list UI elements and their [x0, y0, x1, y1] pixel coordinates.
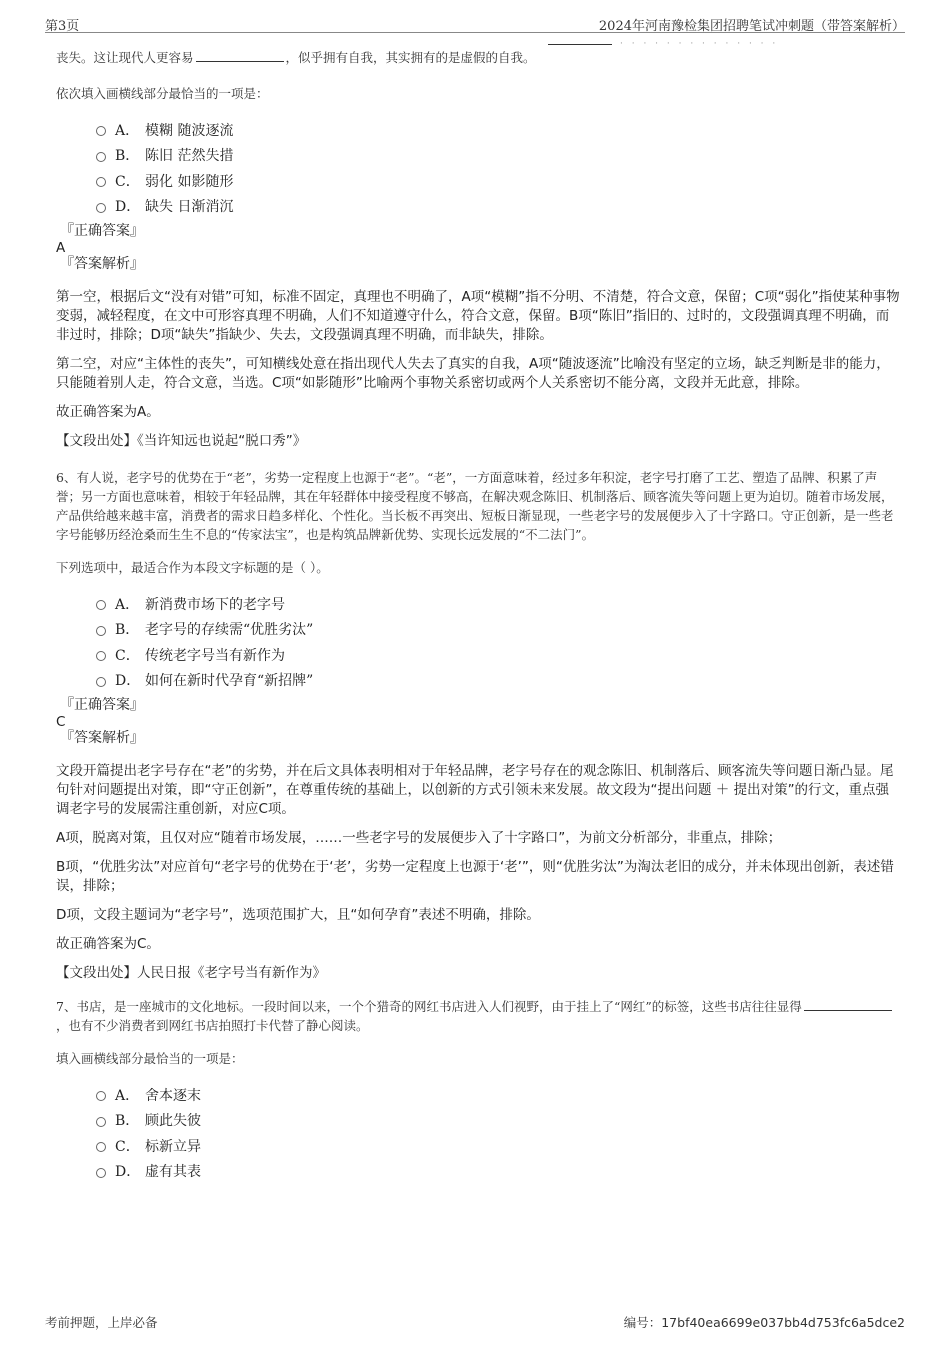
q5-option-d[interactable]: [56, 194, 902, 220]
q7-options: [56, 1082, 902, 1184]
document-title: 2024年河南豫检集团招聘笔试冲刺题（带答案解析）: [598, 19, 905, 34]
radio-icon[interactable]: [96, 1168, 106, 1178]
q7-option-d[interactable]: [56, 1159, 902, 1185]
fragment-underline: [548, 44, 612, 45]
option-letter: D．: [115, 199, 141, 216]
q7-stem-pre: 7、书店，是一座城市的文化地标。一段时间以来，一个个猎奇的网红书店进入人们视野，由于挂上了“网红”的标签，这些书店往往显得: [56, 999, 802, 1014]
option-text: 弱化 如影随形: [145, 173, 234, 190]
option-text: 模糊 随波逐流: [145, 122, 234, 139]
radio-icon[interactable]: [96, 203, 106, 213]
radio-icon[interactable]: [96, 152, 106, 162]
q7-option-c[interactable]: [56, 1133, 902, 1159]
q6-analysis-p5: 故正确答案为C。: [56, 936, 160, 952]
q5-answer-label: 『正确答案』: [60, 223, 144, 239]
q6-analysis-p2: A项，脱离对策，且仅对应“随着市场发展，……一些老字号的发展便步入了十字路口”，为前文分析部分，非重点，排除；: [56, 830, 782, 846]
radio-icon[interactable]: [96, 651, 106, 661]
option-letter: B．: [115, 148, 140, 165]
radio-icon[interactable]: [96, 177, 106, 187]
q6-option-b[interactable]: [56, 617, 902, 643]
option-text: 标新立异: [145, 1138, 201, 1155]
radio-icon[interactable]: [96, 677, 106, 687]
option-text: 虚有其表: [145, 1164, 201, 1181]
option-text: 新消费市场下的老字号: [145, 596, 285, 613]
q6-answer: C: [56, 714, 66, 730]
option-text: 顾此失彼: [145, 1113, 201, 1130]
q5-analysis-p1: 第一空，根据后文“没有对错”可知，标准不固定，真理也不明确了，A项“模糊”指不分明、不清楚，符合文意，保留；C项“弱化”指使某种事物变弱，减轻程度，在文中可形容真理不明确，人们不知道遵守什么，符合文意，保留。B项“陈旧”指旧的、过时的，文段强调真理不明确，而非过时，排除；D项“缺失”指缺少、失去，文段强调真理不明确，而非缺失，排除。: [56, 289, 900, 343]
footer-code-label: 编号：: [623, 1315, 662, 1330]
q5-options: [56, 117, 902, 219]
radio-icon[interactable]: [96, 126, 106, 136]
option-letter: C．: [115, 173, 140, 190]
option-letter: D．: [115, 673, 141, 690]
q7-prompt: 填入画横线部分最恰当的一项是：: [56, 1051, 244, 1066]
q6-analysis-p4: D项，文段主题词为“老字号”，选项范围扩大，且“如何孕育”表述不明确，排除。: [56, 907, 540, 923]
option-text: 老字号的存续需“优胜劣汰”: [145, 622, 314, 639]
q6-analysis-p3: B项，“优胜劣汰”对应首句“老字号的优势在于‘老’，劣势一定程度上也源于‘老’”，则“优胜劣汰”为淘汰老旧的成分，并未体现出创新，表述错误，排除；: [56, 859, 894, 894]
option-text: 缺失 日渐消沉: [145, 199, 234, 216]
option-text: 传统老字号当有新作为: [145, 647, 285, 664]
page-content: [56, 46, 902, 1184]
q5-source: 【文段出处】《当许知远也说起“脱口秀”》: [56, 433, 307, 449]
radio-icon[interactable]: [96, 626, 106, 636]
q6-source: 【文段出处】人民日报《老字号当有新作为》: [56, 965, 326, 981]
q5-analysis-p2: 第二空，对应“主体性的丧失”，可知横线处意在指出现代人失去了真实的自我，A项“随波逐流”比喻没有坚定的立场，缺乏判断是非的能力，只能随着别人走，符合文意，当选。C项“如影随形”比喻两个事物关系密切或两个人关系密切不能分离，文段并无此意，排除。: [56, 356, 890, 391]
option-letter: B．: [115, 622, 140, 639]
q5-option-b[interactable]: [56, 143, 902, 169]
q6-analysis-label: 『答案解析』: [60, 730, 144, 746]
q5-answer: A: [56, 240, 66, 256]
page-number: 第3页: [45, 19, 80, 34]
q5-prompt: 依次填入画横线部分最恰当的一项是：: [56, 86, 269, 101]
q5-intro: [56, 48, 902, 67]
option-letter: D．: [115, 1164, 141, 1181]
footer-code: [624, 1313, 905, 1331]
footer-code-value: 17bf40ea6699e037bb4d753fc6a5dce2: [661, 1315, 905, 1330]
q6-option-c[interactable]: [56, 642, 902, 668]
q5-option-c[interactable]: [56, 168, 902, 194]
q7-blank: [804, 998, 892, 1011]
q5-option-a[interactable]: [56, 117, 902, 143]
q6-prompt: 下列选项中，最适合作为本段文字标题的是（ ）。: [56, 560, 329, 575]
option-letter: C．: [115, 647, 140, 664]
header-divider: [45, 32, 905, 33]
q7-option-b[interactable]: [56, 1108, 902, 1134]
q5-analysis-label: 『答案解析』: [60, 256, 144, 272]
q6-option-a[interactable]: [56, 591, 902, 617]
q5-intro-pre: 丧失。这让现代人更容易: [56, 50, 194, 65]
option-text: 舍本逐末: [145, 1087, 201, 1104]
q5-intro-post: ，似乎拥有自我，其实拥有的是虚假的自我。: [285, 50, 536, 65]
fragment-dots: · · · · · · · · · · · · · ·: [620, 39, 779, 49]
option-letter: A．: [115, 122, 140, 139]
radio-icon[interactable]: [96, 600, 106, 610]
radio-icon[interactable]: [96, 1117, 106, 1127]
q6-options: [56, 591, 902, 693]
option-letter: A．: [115, 596, 140, 613]
option-letter: A．: [115, 1087, 140, 1104]
q7-stem-post: ，也有不少消费者到网红书店拍照打卡代替了静心阅读。: [56, 1018, 369, 1033]
q7-option-a[interactable]: [56, 1082, 902, 1108]
page-header: [45, 12, 905, 32]
q5-analysis-p3: 故正确答案为A。: [56, 404, 160, 420]
q6-stem: 6、有人说，老字号的优势在于“老”，劣势一定程度上也源于“老”。“老”，一方面意味着，经过多年积淀，老字号打磨了工艺、塑造了品牌、积累了声誉；另一方面也意味着，相较于年轻品牌，其在年轻群体中接受程度不够高，在解决观念陈旧、机制落后、顾客流失等问题上更为迫切。随着市场发展，产品供给越来越丰富，消费者的需求日趋多样化、个性化。当长板不再突出、短板日渐显现，一些老字号的发展便步入了十字路口。守正创新，是一些老字号能够历经沧桑而生生不息的“传家法宝”，也是构筑品牌新优势、实现长远发展的“不二法门”。: [56, 470, 894, 542]
q6-analysis-p1: 文段开篇提出老字号存在“老”的劣势，并在后文具体表明相对于年轻品牌，老字号存在的观念陈旧、机制落后、顾客流失等问题日渐凸显。尾句针对问题提出对策，即“守正创新”，在尊重传统的基础上，以创新的方式引领未来发展。故文段为“提出问题 ＋ 提出对策”的行文，重点强调老字号的发展需注重创新，对应C项。: [56, 763, 894, 817]
option-text: 陈旧 茫然失措: [145, 148, 234, 165]
q6-option-d[interactable]: [56, 668, 902, 694]
q5-blank: [196, 49, 284, 62]
radio-icon[interactable]: [96, 1091, 106, 1101]
footer-slogan: 考前押题，上岸必备: [45, 1315, 158, 1330]
option-text: 如何在新时代孕育“新招牌”: [145, 673, 314, 690]
q6-answer-label: 『正确答案』: [60, 697, 144, 713]
option-letter: C．: [115, 1138, 140, 1155]
option-letter: B．: [115, 1113, 140, 1130]
radio-icon[interactable]: [96, 1142, 106, 1152]
q7-stem: [56, 997, 902, 1035]
